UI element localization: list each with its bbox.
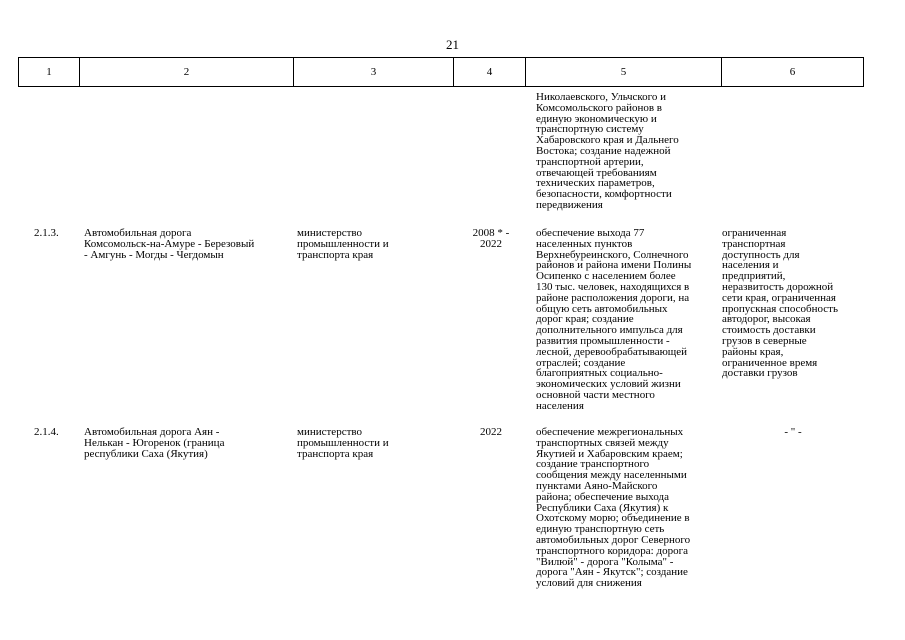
problems-text: - " - bbox=[784, 426, 802, 438]
executor: министерство промышленности и транспорта края bbox=[297, 227, 389, 261]
road-name: Автомобильная дорога Комсомольск-на-Амуре - Березовый - Амгунь - Могды - Чегдомын bbox=[84, 227, 255, 261]
header-col-6: 6 bbox=[722, 58, 864, 87]
page-number: 21 bbox=[446, 37, 459, 52]
row-number: 2.1.4. bbox=[34, 426, 59, 438]
road-name: Автомобильная дорога Аян - Нелькан - Югоренок (граница республики Саха (Якутия) bbox=[84, 426, 225, 460]
header-col-4: 4 bbox=[454, 58, 526, 87]
column-number-header bbox=[18, 57, 864, 87]
header-row bbox=[19, 58, 864, 87]
header-col-3: 3 bbox=[294, 58, 454, 87]
problems-text: ограниченная транспортная доступность для населения и предприятий, неразвитость дорожной сети края, ограниченная пропускная способность автодорог, высокая стоимость доставки грузов в северные районы края, ограниченное время доставки грузов bbox=[722, 227, 838, 380]
goals-text: обеспечение выхода 77 населенных пунктов Верхнебуреинского, Солнечного районов и района имени Полины Осипенко с населением более 130 тыс. человек, находящихся в районе расположения дороги, на общую сеть автомобильных дорог края; создание дополнительного импульса для развития промышленности - лесной, деревообрабатывающей отраслей; создание благоприятных социально- экономических условий жизни основной части местного населения bbox=[536, 227, 692, 412]
continuation-goals-text: Николаевского, Ульчского и Комсомольского районов в единую экономическую и транспортную систему Хабаровского края и Дальнего Востока; создание надежной транспортной артерии, отвечающей требованиям технических параметров, безопасности, комфортности передвижения bbox=[536, 91, 679, 211]
header-col-2: 2 bbox=[80, 58, 294, 87]
header-col-1: 1 bbox=[19, 58, 80, 87]
goals-text: обеспечение межрегиональных транспортных связей между Якутией и Хабаровским краем; создание транспортного сообщения между населенными пунктами Аяно-Майского района; обеспечение выхода Республики Саха (Якутия) к Охотскому морю; объединение в единую транспортную сеть автомобильных дорог Северного транспортного коридора: дорога "Вилюй" - дорога "Колыма" - дорога "Аян - Якутск"; создание условий для снижения bbox=[536, 426, 691, 590]
years: 2008 * - 2022 bbox=[472, 227, 510, 250]
executor: министерство промышленности и транспорта края bbox=[297, 426, 389, 460]
row-number: 2.1.3. bbox=[34, 227, 59, 239]
header-col-5: 5 bbox=[526, 58, 722, 87]
years: 2022 bbox=[480, 426, 502, 438]
